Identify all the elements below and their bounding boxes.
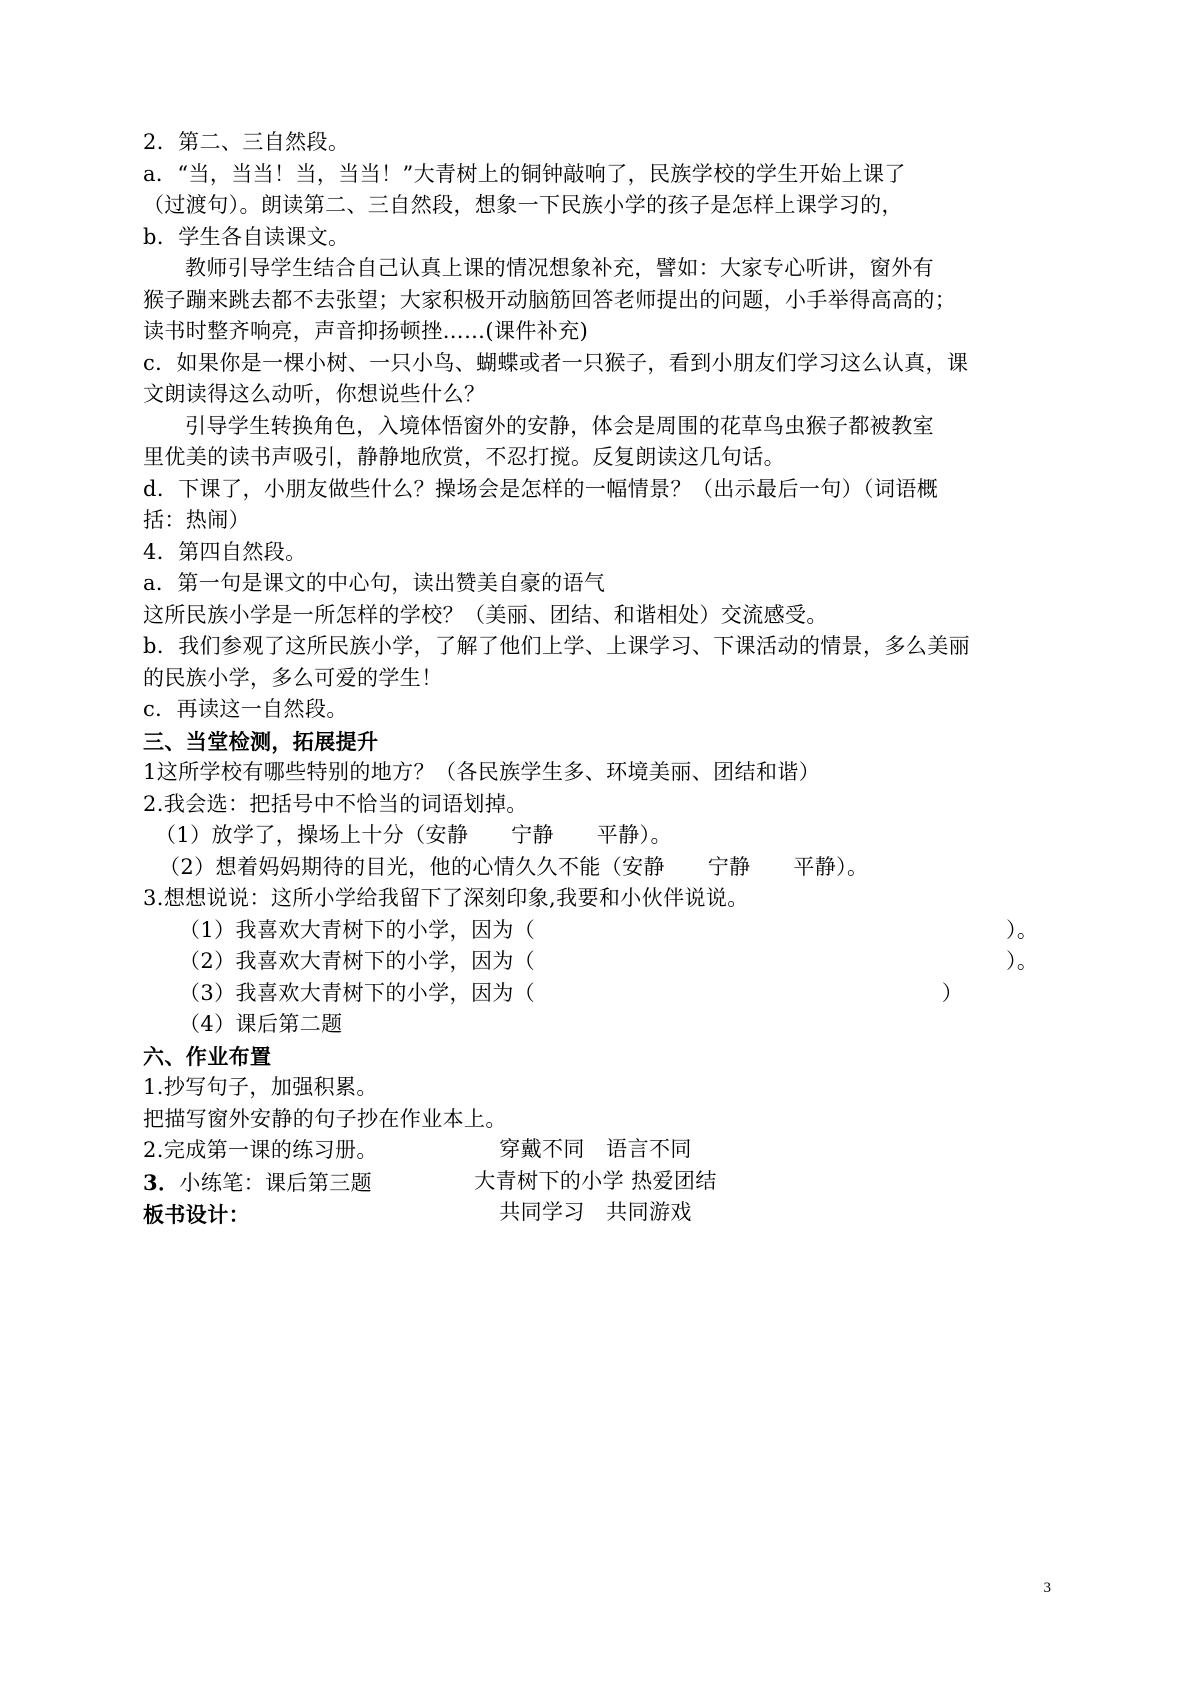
exercise-item: （3）我喜欢大青树下的小学，因为（ ） (179, 980, 964, 1005)
text-line: 2.完成第一课的练习册。 (143, 1138, 378, 1162)
section-heading: 三、当堂检测，拓展提升 (143, 728, 379, 754)
text-line: c．再读这一自然段。 (143, 697, 348, 721)
text-line: d．下课了，小朋友做些什么？操场会是怎样的一幅情景？（出示最后一句）（词语概 (143, 476, 939, 501)
text-line: a．“当，当当！当，当当！”大青树上的铜钟敲响了，民族学校的学生开始上课了 (143, 161, 906, 186)
text-line: a．第一句是课文的中心句，读出赞美自豪的语气 (143, 571, 606, 595)
text-line: 把描写窗外安静的句子抄在作业本上。 (143, 1106, 507, 1131)
board-line: 大青树下的小学 热爱团结 (474, 1168, 717, 1193)
exercise-item: （2）我喜欢大青树下的小学，因为（ ）。 (179, 949, 1039, 973)
text-line: 读书时整齐响亮，声音抑扬顿挫……(课件补充) (143, 319, 589, 343)
item-text: 小练笔：课后第三题 (179, 1170, 373, 1195)
section-heading: 板书设计： (143, 1202, 250, 1227)
text-line: 猴子蹦来跳去都不去张望；大家积极开动脑筋回答老师提出的问题，小手举得高高的； (143, 287, 957, 312)
board-line: 穿戴不同 语言不同 (499, 1137, 692, 1161)
text-line: 教师引导学生结合自己认真上课的情况想象补充，譬如：大家专心听讲，窗外有 (185, 256, 934, 280)
text-line: 这所民族小学是一所怎样的学校？（美丽、团结、和谐相处）交流感受。 (143, 602, 828, 627)
text-line: （过渡句）。朗读第二、三自然段，想象一下民族小学的孩子是怎样上课学习的， (143, 193, 903, 217)
text-line: 2.我会选：把括号中不恰当的词语划掉。 (143, 791, 528, 816)
text-line: 1这所学校有哪些特别的地方？（各民族学生多、环境美丽、团结和谐） (143, 760, 821, 784)
board-design (0, 1134, 1191, 1229)
text-line: 的民族小学，多么可爱的学生！ (143, 665, 443, 690)
text-line: 里优美的读书声吸引，静静地欣赏，不忍打搅。反复朗读这几句话。 (143, 445, 785, 469)
exercise-item: （4）课后第二题 (179, 1012, 343, 1036)
item-number: 3． (143, 1169, 180, 1195)
text-line: c．如果你是一棵小树、一只小鸟、蝴蝶或者一只猴子，看到小朋友们学习这么认真，课 (143, 350, 969, 375)
section-heading: 六、作业布置 (143, 1043, 272, 1069)
text-line: 1.抄写句子，加强积累。 (143, 1075, 378, 1099)
exercise-item: （2）想着妈妈期待的目光，他的心情久久不能（安静 宁静 平静）。 (159, 854, 869, 879)
text-line: 括：热闹） (143, 508, 250, 532)
text-line: 2．第二、三自然段。 (143, 130, 350, 154)
text-line: 文朗读得这么动听，你想说些什么？ (143, 382, 486, 406)
document-body (143, 127, 1063, 1231)
exercise-item: （1）放学了，操场上十分（安静 宁静 平静）。 (155, 823, 672, 847)
text-line: b．我们参观了这所民族小学，了解了他们上学、上课学习、下课活动的情景，多么美丽 (143, 634, 971, 658)
exercise-item: （1）我喜欢大青树下的小学，因为（ ）。 (179, 917, 1039, 942)
text-line: 3.想想说说：这所小学给我留下了深刻印象,我要和小伙伴说说。 (143, 886, 749, 910)
board-line: 共同学习 共同游戏 (499, 1200, 692, 1224)
text-line: 引导学生转换角色，入境体悟窗外的安静，体会是周围的花草鸟虫猴子都被教室 (185, 413, 934, 438)
page-number: 3 (1043, 1580, 1051, 1596)
text-line: 4．第四自然段。 (143, 539, 307, 564)
text-line: b．学生各自读课文。 (143, 224, 350, 249)
